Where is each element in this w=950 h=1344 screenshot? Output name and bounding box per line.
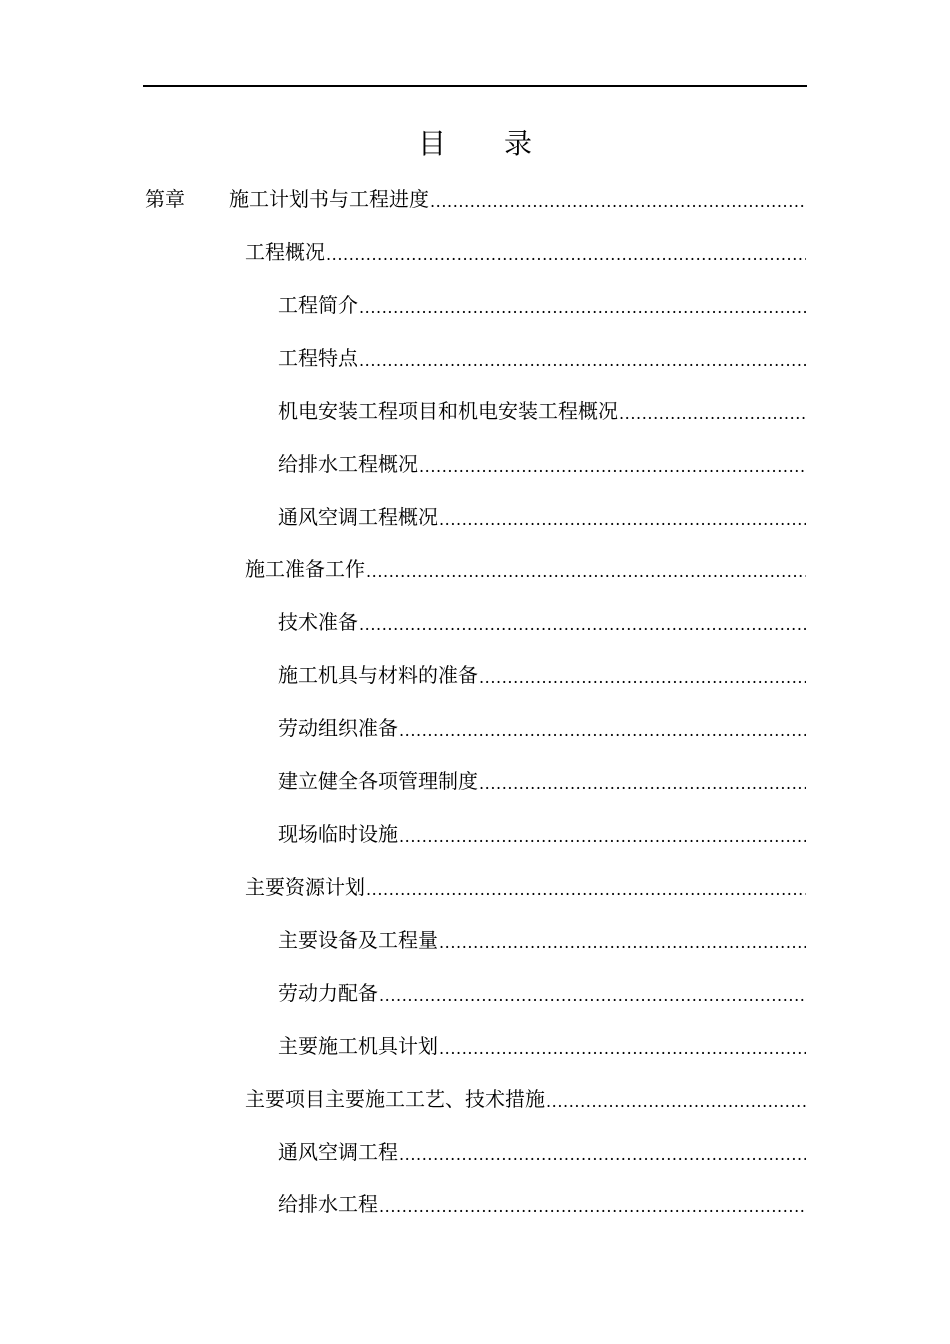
dot-leader: [419, 451, 806, 477]
toc-entry-label: 工程特点: [278, 346, 358, 370]
dot-leader: [399, 1139, 806, 1165]
toc-entry-subsection[interactable]: [278, 1029, 806, 1059]
dot-leader: [439, 927, 806, 953]
toc-entry-label: 主要资源计划: [245, 875, 365, 899]
toc-entry-label: 工程简介: [278, 293, 358, 317]
dot-leader: [619, 398, 806, 424]
dot-leader: [439, 1033, 806, 1059]
toc-entry-label: 主要项目主要施工工艺、技术措施: [245, 1087, 545, 1111]
toc-entry-label: 施工机具与材料的准备: [278, 663, 478, 687]
toc-entry-label: 施工计划书与工程进度: [229, 187, 429, 211]
dot-leader: [359, 345, 806, 371]
dot-leader: [439, 504, 806, 530]
toc-entry-chapter[interactable]: [145, 182, 806, 212]
toc-entry-subsection[interactable]: [278, 1187, 806, 1217]
toc-entry-subsection[interactable]: [278, 764, 806, 794]
toc-entry-label: 现场临时设施: [278, 822, 398, 846]
toc-entry-label: 机电安装工程项目和机电安装工程概况: [278, 399, 618, 423]
toc-entry-label: 技术准备: [278, 610, 358, 634]
title-char-1: 目: [417, 127, 446, 160]
toc-entry-subsection[interactable]: [278, 288, 806, 318]
toc-entry-subsection[interactable]: [278, 923, 806, 953]
toc-entry-label: 工程概况: [245, 240, 325, 264]
toc-entry-subsection[interactable]: [278, 447, 806, 477]
chapter-number: 第章: [145, 187, 185, 211]
toc-entry-label: 给排水工程: [278, 1192, 378, 1216]
toc-entry-subsection[interactable]: [278, 817, 806, 847]
toc-entry-subsection[interactable]: [278, 394, 806, 424]
dot-leader: [546, 1086, 806, 1112]
toc-entry-label: 主要施工机具计划: [278, 1034, 438, 1058]
dot-leader: [326, 239, 806, 265]
dot-leader: [430, 186, 806, 212]
toc-entry-label: 劳动力配备: [278, 981, 378, 1005]
toc-entry-subsection[interactable]: [278, 500, 806, 530]
toc-entry-subsection[interactable]: [278, 1135, 806, 1165]
toc-entry-label: 给排水工程概况: [278, 452, 418, 476]
toc-entry-subsection[interactable]: [278, 341, 806, 371]
toc-entry-label: 主要设备及工程量: [278, 928, 438, 952]
dot-leader: [366, 556, 806, 582]
dot-leader: [479, 662, 806, 688]
toc-entry-section[interactable]: [245, 235, 806, 265]
dot-leader: [379, 980, 806, 1006]
toc-entry-subsection[interactable]: [278, 976, 806, 1006]
toc-entry-subsection[interactable]: [278, 605, 806, 635]
dot-leader: [359, 609, 806, 635]
toc-entry-section[interactable]: [245, 1082, 806, 1112]
toc-entry-label: 通风空调工程概况: [278, 505, 438, 529]
toc-entry-subsection[interactable]: [278, 658, 806, 688]
dot-leader: [379, 1191, 806, 1217]
toc-entry-label: 建立健全各项管理制度: [278, 769, 478, 793]
dot-leader: [399, 715, 806, 741]
title-char-2: 录: [504, 127, 533, 160]
dot-leader: [399, 821, 806, 847]
dot-leader: [366, 874, 806, 900]
toc-entry-label: 通风空调工程: [278, 1140, 398, 1164]
toc-entry-section[interactable]: [245, 870, 806, 900]
toc-entry-label: 施工准备工作: [245, 557, 365, 581]
dot-leader: [359, 292, 806, 318]
toc-entry-label: 劳动组织准备: [278, 716, 398, 740]
dot-leader: [479, 768, 806, 794]
toc-entry-section[interactable]: [245, 552, 806, 582]
toc-entry-subsection[interactable]: [278, 711, 806, 741]
